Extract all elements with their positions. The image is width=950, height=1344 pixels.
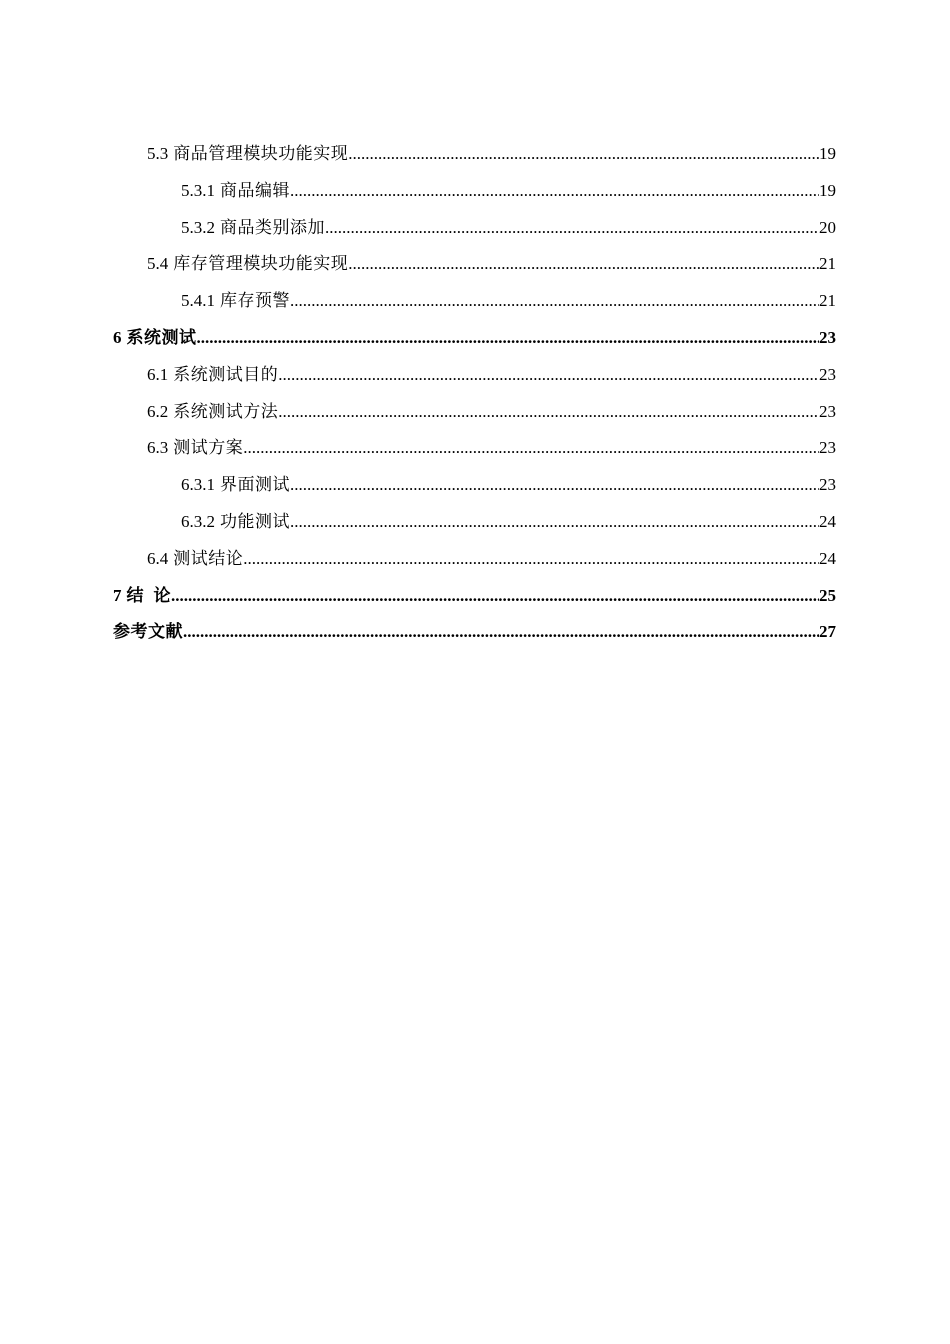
- toc-entry-page: 25: [819, 585, 836, 605]
- toc-entry-content: [181, 504, 836, 541]
- toc-entry-page: 24: [819, 511, 836, 531]
- toc-entry-number: 6.3.1: [181, 475, 215, 495]
- toc-entry[interactable]: [0, 320, 950, 357]
- toc-entry-page: 23: [819, 401, 836, 421]
- toc-entry-page: 19: [819, 180, 836, 200]
- toc-entry-title: 系统测试: [126, 327, 197, 347]
- toc-dot-leader: [197, 320, 820, 357]
- toc-dot-leader: [243, 541, 819, 578]
- toc-entry-page: 20: [819, 217, 836, 237]
- toc-entry-number: 5.3: [147, 144, 169, 163]
- toc-entry[interactable]: [0, 614, 950, 651]
- toc-entry-number: 5.3.1: [181, 180, 215, 200]
- toc-dot-leader: [171, 578, 819, 615]
- toc-entry-title: 系统测试方法: [173, 401, 279, 421]
- toc-dot-leader: [348, 136, 819, 173]
- toc-entry[interactable]: [0, 210, 950, 247]
- toc-entry-number: 6.3: [147, 438, 169, 458]
- toc-dot-leader: [325, 210, 819, 247]
- toc-entry-title: 功能测试: [220, 511, 290, 531]
- toc-dot-leader: [290, 173, 819, 210]
- toc-entry[interactable]: [0, 246, 950, 283]
- toc-entry-content: [181, 467, 836, 504]
- toc-entry-title: 测试方案: [173, 438, 244, 458]
- toc-dot-leader: [278, 394, 819, 431]
- toc-entry-page: 27: [819, 622, 836, 642]
- toc-dot-leader: [278, 357, 819, 394]
- toc-entry-content: [113, 578, 836, 615]
- toc-entry[interactable]: [0, 283, 950, 320]
- toc-entry-page: 21: [819, 291, 836, 311]
- toc-entry-content: [181, 210, 836, 247]
- toc-dot-leader: [348, 246, 819, 283]
- toc-entry-number: 5.3.2: [181, 217, 215, 237]
- toc-entry[interactable]: [0, 357, 950, 394]
- toc-entry-content: [147, 394, 836, 431]
- toc-entry-number: 5.4: [147, 254, 169, 274]
- toc-entry-page: 23: [819, 438, 836, 458]
- toc-entry-number: 7: [113, 585, 122, 605]
- toc-entry-number: 6.4: [147, 548, 169, 568]
- toc-entry-title: 参考文献: [113, 622, 183, 642]
- toc-entry-title: 系统测试目的: [173, 364, 279, 384]
- toc-entry-content: [147, 357, 836, 394]
- toc-entry-title: 商品编辑: [220, 180, 290, 200]
- toc-entry-title: 库存预警: [220, 291, 290, 311]
- toc-entry-title: 商品管理模块功能实现: [173, 144, 349, 163]
- toc-entry-title: 结 论: [126, 585, 171, 605]
- toc-entry[interactable]: [0, 173, 950, 210]
- toc-dot-leader: [183, 614, 819, 651]
- toc-entry-number: 6.2: [147, 401, 169, 421]
- toc-entry-page: 23: [819, 475, 836, 495]
- toc-entry-content: [147, 541, 836, 578]
- toc-entry-page: 23: [819, 327, 836, 347]
- toc-entry-number: 6.3.2: [181, 511, 215, 531]
- toc-dot-leader: [290, 504, 819, 541]
- table-of-contents: [0, 136, 950, 651]
- toc-entry-page: 23: [819, 364, 836, 384]
- toc-entry-title: 测试结论: [173, 548, 244, 568]
- toc-entry-content: [147, 246, 836, 283]
- toc-entry[interactable]: [0, 541, 950, 578]
- toc-entry-page: 21: [819, 254, 836, 274]
- toc-entry-content: [147, 136, 836, 173]
- toc-entry[interactable]: [0, 430, 950, 467]
- toc-dot-leader: [290, 467, 819, 504]
- toc-entry[interactable]: [0, 467, 950, 504]
- toc-entry-number: 5.4.1: [181, 291, 215, 311]
- toc-entry[interactable]: [0, 394, 950, 431]
- toc-entry[interactable]: [0, 578, 950, 615]
- toc-dot-leader: [243, 430, 819, 467]
- toc-entry-content: [113, 614, 836, 651]
- toc-entry-content: [181, 283, 836, 320]
- toc-entry[interactable]: [0, 136, 950, 173]
- toc-entry-title: 界面测试: [220, 475, 290, 495]
- toc-entry-content: [113, 320, 836, 357]
- toc-entry[interactable]: [0, 504, 950, 541]
- toc-entry-page: 24: [819, 548, 836, 568]
- toc-entry-content: [147, 430, 836, 467]
- toc-entry-title: 商品类别添加: [220, 217, 325, 237]
- toc-entry-number: 6.1: [147, 364, 169, 384]
- toc-dot-leader: [290, 283, 819, 320]
- toc-entry-page: 19: [819, 144, 836, 163]
- toc-entry-number: 6: [113, 327, 122, 347]
- toc-entry-content: [181, 173, 836, 210]
- toc-entry-title: 库存管理模块功能实现: [173, 254, 349, 274]
